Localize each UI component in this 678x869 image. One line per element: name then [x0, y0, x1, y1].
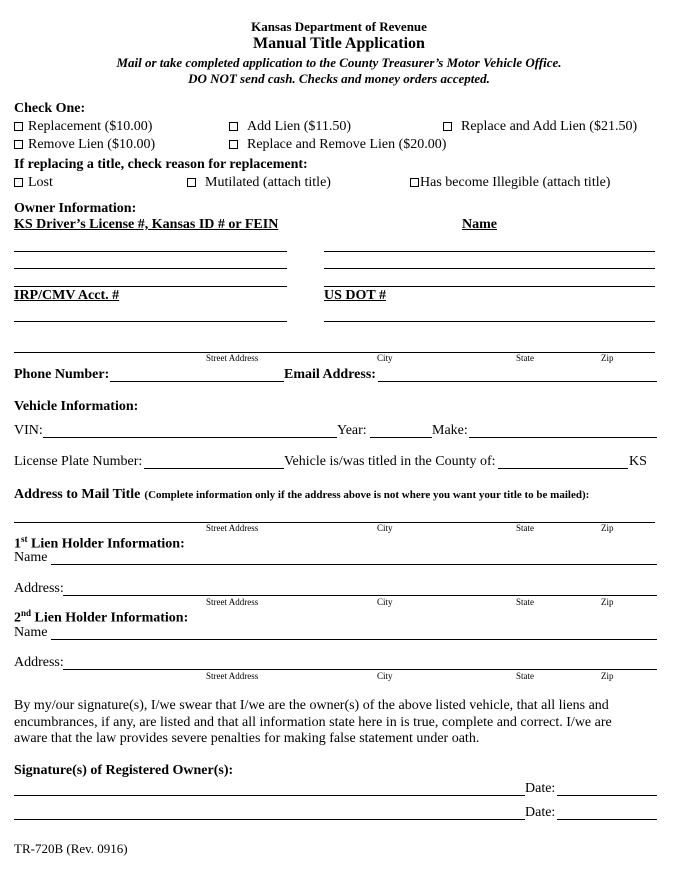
form-id: TR-720B (Rev. 0916)	[14, 841, 128, 856]
irp-label: IRP/CMV Acct. #	[14, 288, 120, 303]
caption-state: State	[516, 671, 534, 681]
lien1-name-label: Name	[14, 550, 48, 565]
date-field-2[interactable]	[557, 819, 657, 820]
license-line-1[interactable]	[14, 251, 287, 252]
state-suffix: KS	[629, 454, 647, 469]
mail-title-note: (Complete information only if the address above is not where you want your title to be mailed):	[144, 489, 590, 501]
lien1-num: 1	[14, 536, 21, 552]
mail-address-line[interactable]	[14, 522, 655, 523]
checkbox-mutilated[interactable]	[187, 178, 196, 187]
caption-state: State	[516, 353, 534, 363]
signature-line-1[interactable]	[14, 795, 525, 796]
lien1-sup: st	[21, 534, 28, 544]
lien2-sup: nd	[21, 608, 32, 618]
date-field-1[interactable]	[557, 795, 657, 796]
make-label: Make:	[432, 423, 468, 438]
mail-title-heading	[14, 485, 589, 503]
lien1-name-field[interactable]	[51, 564, 657, 565]
agency-name: Kansas Department of Revenue	[251, 19, 427, 34]
lien2-name-label: Name	[14, 625, 48, 640]
checkbox-lost[interactable]	[14, 178, 23, 187]
checkbox-remove-lien[interactable]	[14, 140, 23, 149]
year-label: Year:	[337, 423, 367, 438]
option-remove-lien[interactable]	[14, 137, 155, 153]
checkbox-add-lien[interactable]	[229, 122, 238, 131]
option-label: Replace and Add Lien ($21.50)	[461, 119, 638, 134]
lien2-name-field[interactable]	[51, 639, 657, 640]
usdot-line[interactable]	[324, 321, 655, 322]
caption-city: City	[377, 523, 393, 533]
instruction-line-2: DO NOT send cash. Checks and money orders accepted.	[188, 71, 490, 86]
owner-address-line[interactable]	[14, 352, 655, 353]
vin-field[interactable]	[43, 437, 337, 438]
instruction-line-1: Mail or take completed application to the County Treasurer’s Motor Vehicle Office.	[116, 55, 562, 70]
oath-line-2: encumbrances, if any, are listed and that all information state here in is true, complete and correct. I/we are	[14, 715, 612, 730]
phone-label: Phone Number:	[14, 367, 110, 382]
option-replace-add-lien[interactable]	[443, 119, 637, 135]
lien2-num: 2	[14, 610, 21, 626]
lien2-address-label: Address:	[14, 655, 64, 670]
caption-city: City	[377, 353, 393, 363]
caption-zip: Zip	[601, 671, 614, 681]
name-line-1[interactable]	[324, 251, 655, 252]
oath-line-3: aware that the law provides severe penalties for making false statement under oath.	[14, 731, 480, 746]
county-label: Vehicle is/was titled in the County of:	[284, 454, 496, 469]
reason-lost[interactable]	[14, 175, 53, 191]
option-label: Replace and Remove Lien ($20.00)	[247, 137, 447, 152]
name-line-3[interactable]	[324, 286, 655, 287]
signature-line-2[interactable]	[14, 819, 525, 820]
lien1-address-label: Address:	[14, 581, 64, 596]
owner-info-label: Owner Information:	[14, 201, 137, 216]
caption-city: City	[377, 671, 393, 681]
make-field[interactable]	[469, 437, 657, 438]
vehicle-info-label: Vehicle Information:	[14, 399, 139, 414]
option-replace-remove-lien[interactable]	[229, 137, 446, 153]
email-label: Email Address:	[284, 367, 376, 382]
lien2-label	[14, 608, 188, 627]
option-label: Remove Lien ($10.00)	[28, 137, 156, 152]
checkbox-replace-remove-lien[interactable]	[229, 140, 238, 149]
caption-zip: Zip	[601, 353, 614, 363]
irp-line[interactable]	[14, 321, 287, 322]
date-label-2: Date:	[525, 805, 556, 820]
caption-state: State	[516, 597, 534, 607]
replacement-reason-label: If replacing a title, check reason for replacement:	[14, 157, 308, 172]
county-field[interactable]	[498, 468, 628, 469]
caption-state: State	[516, 523, 534, 533]
lien1-text: Lien Holder Information:	[27, 536, 185, 552]
option-replacement[interactable]	[14, 119, 152, 135]
year-field[interactable]	[370, 437, 432, 438]
phone-field[interactable]	[110, 381, 284, 382]
checkbox-replace-add-lien[interactable]	[443, 122, 452, 131]
caption-zip: Zip	[601, 523, 614, 533]
lien2-text: Lien Holder Information:	[31, 610, 189, 626]
email-field[interactable]	[378, 381, 657, 382]
license-line-2[interactable]	[14, 268, 287, 269]
caption-street: Street Address	[206, 597, 259, 607]
option-label: Add Lien ($11.50)	[247, 119, 352, 134]
option-add-lien[interactable]	[229, 119, 351, 135]
caption-street: Street Address	[206, 523, 259, 533]
caption-street: Street Address	[206, 671, 259, 681]
caption-city: City	[377, 597, 393, 607]
owner-name-label: Name	[462, 217, 497, 232]
option-label: Has become Illegible (attach title)	[420, 175, 611, 190]
caption-street: Street Address	[206, 353, 259, 363]
vin-label: VIN:	[14, 423, 43, 438]
plate-label: License Plate Number:	[14, 454, 143, 469]
checkbox-replacement[interactable]	[14, 122, 23, 131]
usdot-label: US DOT #	[324, 288, 386, 303]
oath-line-1: By my/our signature(s), I/we swear that I/we are the owner(s) of the above listed vehicle, that all liens and	[14, 698, 609, 713]
date-label-1: Date:	[525, 781, 556, 796]
form-title: Manual Title Application	[253, 35, 425, 52]
reason-mutilated[interactable]	[187, 175, 331, 191]
lien1-address-field[interactable]	[63, 595, 657, 596]
mail-title-label: Address to Mail Title	[14, 487, 141, 502]
option-label: Replacement ($10.00)	[28, 119, 153, 134]
lien2-address-field[interactable]	[63, 669, 657, 670]
license-label: KS Driver’s License #, Kansas ID # or FEIN	[14, 217, 279, 232]
option-label: Lost	[28, 175, 53, 190]
name-line-2[interactable]	[324, 268, 655, 269]
reason-illegible[interactable]	[410, 175, 610, 191]
license-line-3[interactable]	[14, 286, 287, 287]
option-label: Mutilated (attach title)	[205, 175, 331, 190]
plate-field[interactable]	[144, 468, 284, 469]
check-one-label: Check One:	[14, 101, 86, 116]
caption-zip: Zip	[601, 597, 614, 607]
signature-label: Signature(s) of Registered Owner(s):	[14, 763, 234, 778]
checkbox-illegible[interactable]	[410, 178, 419, 187]
